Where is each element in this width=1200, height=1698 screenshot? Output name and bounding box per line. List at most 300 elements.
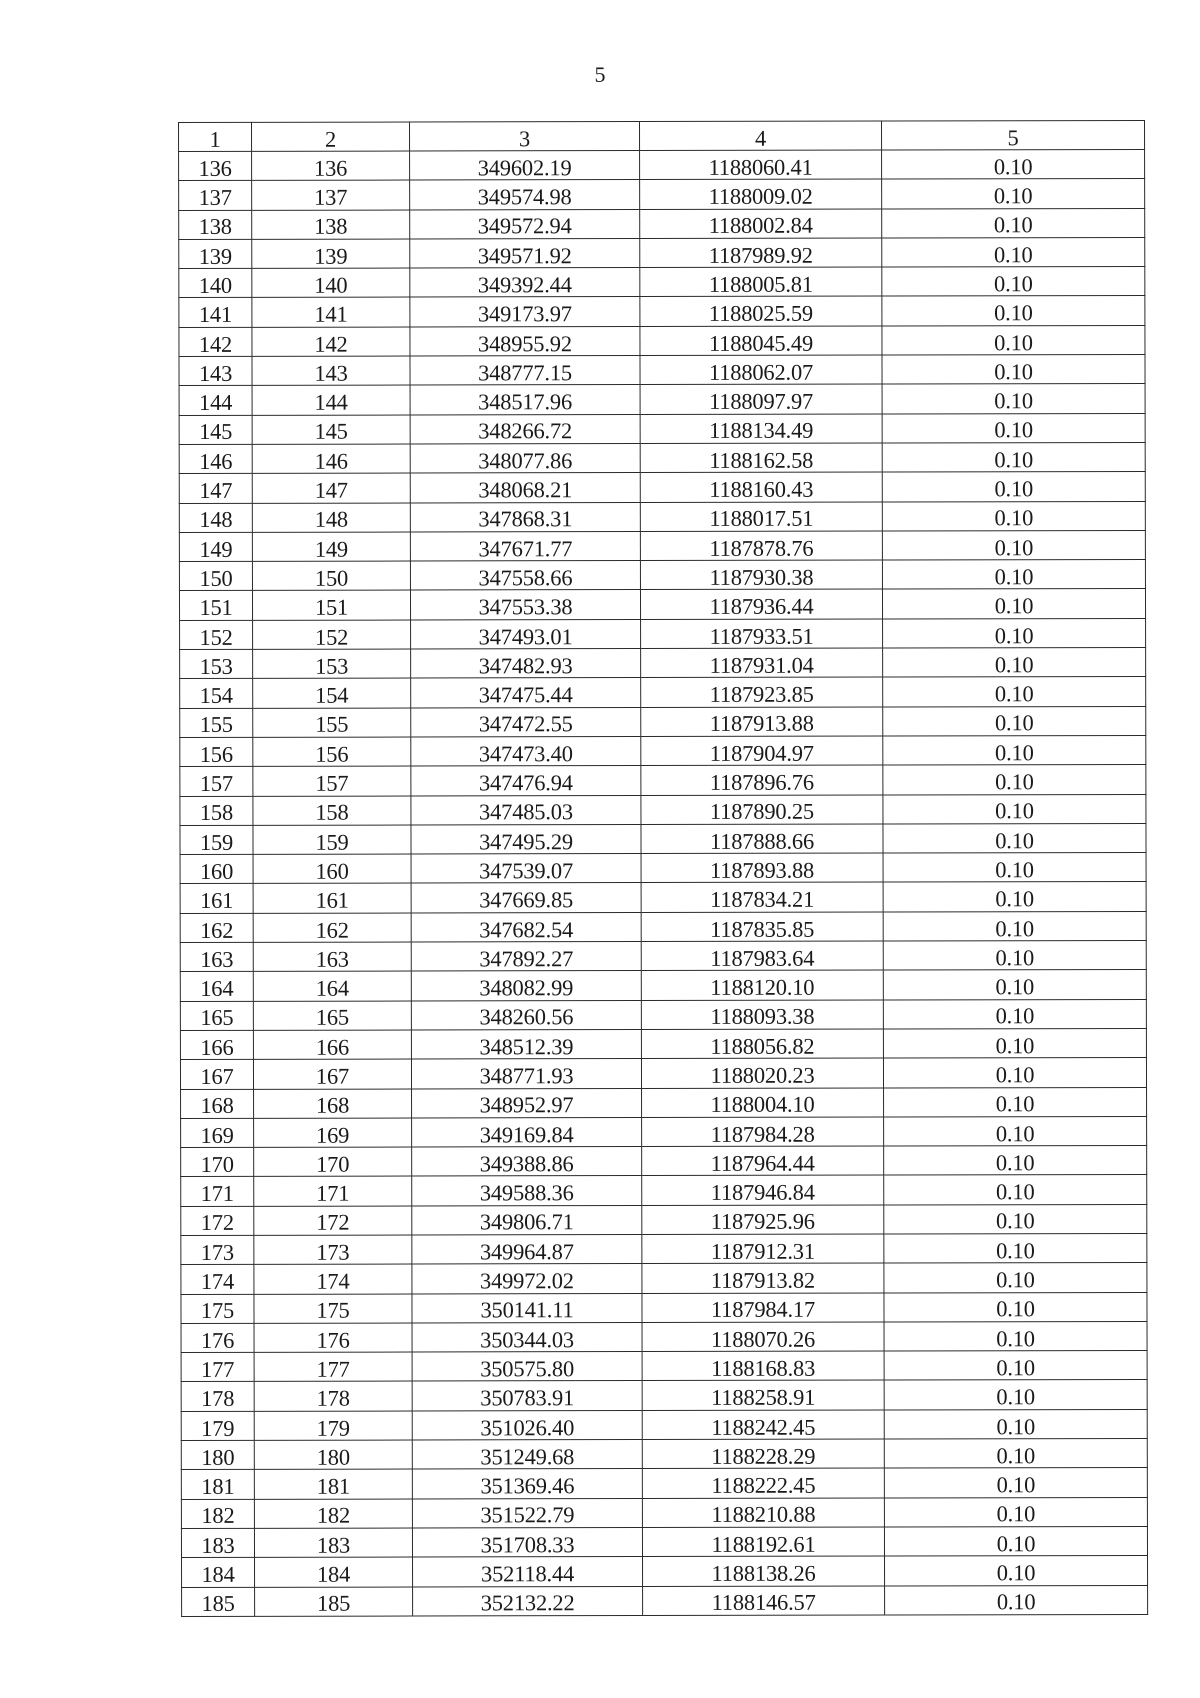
- point-number-cell: 143: [179, 356, 252, 385]
- table-row: [181, 1380, 1147, 1411]
- column-header: 2: [252, 122, 410, 151]
- tolerance-cell: 0.10: [884, 1439, 1147, 1469]
- point-number-cell: 158: [180, 796, 253, 825]
- tolerance-cell: 0.10: [882, 560, 1145, 590]
- x-coordinate-cell: 348512.39: [411, 1029, 641, 1059]
- point-id-cell: 140: [252, 268, 410, 298]
- point-id-cell: 180: [254, 1440, 412, 1470]
- y-coordinate-cell: 1188258.91: [642, 1380, 884, 1410]
- point-number-cell: 169: [181, 1118, 254, 1147]
- page-number: 5: [594, 62, 606, 87]
- x-coordinate-cell: 349588.36: [412, 1176, 642, 1206]
- x-coordinate-cell: 347892.27: [411, 942, 641, 972]
- point-id-cell: 154: [253, 678, 411, 708]
- point-id-cell: 175: [254, 1294, 412, 1324]
- x-coordinate-cell: 352132.22: [413, 1586, 643, 1616]
- y-coordinate-cell: 1187834.21: [641, 882, 883, 912]
- tolerance-cell: 0.10: [883, 677, 1146, 707]
- point-number-cell: 182: [181, 1499, 254, 1528]
- point-number-cell: 180: [181, 1440, 254, 1469]
- table-row: [180, 794, 1146, 825]
- point-id-cell: 165: [253, 1001, 411, 1031]
- table-row: [181, 1497, 1147, 1528]
- x-coordinate-cell: 349602.19: [410, 151, 640, 181]
- y-coordinate-cell: 1188045.49: [640, 326, 882, 356]
- x-coordinate-cell: 347493.01: [411, 619, 641, 649]
- x-coordinate-cell: 349571.92: [410, 238, 640, 268]
- point-number-cell: 149: [179, 532, 252, 561]
- y-coordinate-cell: 1187904.97: [641, 736, 883, 766]
- tolerance-cell: 0.10: [884, 1468, 1147, 1498]
- tolerance-cell: 0.10: [885, 1556, 1148, 1586]
- point-id-cell: 159: [253, 825, 411, 855]
- point-number-cell: 152: [180, 620, 253, 649]
- column-header: 5: [881, 120, 1144, 150]
- y-coordinate-cell: 1188210.88: [642, 1498, 884, 1528]
- tolerance-cell: 0.10: [883, 911, 1146, 941]
- x-coordinate-cell: 347558.66: [410, 561, 640, 591]
- table-row: [180, 618, 1146, 649]
- y-coordinate-cell: 1188004.10: [642, 1088, 884, 1118]
- point-number-cell: 176: [181, 1323, 254, 1352]
- point-id-cell: 156: [253, 737, 411, 767]
- y-coordinate-cell: 1187946.84: [642, 1175, 884, 1205]
- tolerance-cell: 0.10: [884, 1175, 1147, 1205]
- point-id-cell: 155: [253, 708, 411, 738]
- table-row: [180, 999, 1146, 1030]
- y-coordinate-cell: 1188242.45: [642, 1410, 884, 1440]
- point-id-cell: 136: [252, 151, 410, 181]
- x-coordinate-cell: 348952.97: [412, 1088, 642, 1118]
- point-number-cell: 156: [180, 737, 253, 766]
- column-header: 3: [410, 122, 640, 151]
- point-id-cell: 171: [254, 1176, 412, 1206]
- point-id-cell: 151: [252, 590, 410, 620]
- x-coordinate-cell: 347553.38: [410, 590, 640, 620]
- point-number-cell: 138: [179, 210, 252, 239]
- table-row: [181, 1409, 1147, 1440]
- table-row: [179, 296, 1145, 327]
- y-coordinate-cell: 1187896.76: [641, 765, 883, 795]
- table-row: [182, 1585, 1148, 1616]
- point-number-cell: 163: [180, 942, 253, 971]
- x-coordinate-cell: 349806.71: [412, 1205, 642, 1235]
- point-id-cell: 158: [253, 796, 411, 826]
- point-id-cell: 172: [254, 1206, 412, 1236]
- tolerance-cell: 0.10: [882, 413, 1145, 443]
- y-coordinate-cell: 1188056.82: [641, 1029, 883, 1059]
- table-row: [180, 823, 1146, 854]
- point-number-cell: 177: [181, 1353, 254, 1382]
- point-number-cell: 162: [180, 913, 253, 942]
- point-id-cell: 176: [254, 1323, 412, 1353]
- x-coordinate-cell: 347485.03: [411, 795, 641, 825]
- x-coordinate-cell: 348082.99: [411, 971, 641, 1001]
- table-row: [180, 911, 1146, 942]
- point-number-cell: 151: [179, 591, 252, 620]
- table-row: [181, 1468, 1147, 1499]
- x-coordinate-cell: 347669.85: [411, 883, 641, 913]
- point-number-cell: 170: [181, 1147, 254, 1176]
- table-row: [181, 1263, 1147, 1294]
- table-row: [181, 1204, 1147, 1235]
- y-coordinate-cell: 1187913.88: [641, 707, 883, 737]
- point-id-cell: 179: [254, 1411, 412, 1441]
- y-coordinate-cell: 1188222.45: [642, 1468, 884, 1498]
- point-id-cell: 183: [254, 1528, 412, 1558]
- point-id-cell: 170: [254, 1147, 412, 1177]
- x-coordinate-cell: 351249.68: [412, 1440, 642, 1470]
- x-coordinate-cell: 350344.03: [412, 1322, 642, 1352]
- point-number-cell: 184: [182, 1558, 255, 1587]
- table-row: [181, 1321, 1147, 1352]
- point-id-cell: 177: [254, 1352, 412, 1382]
- table-row: [180, 706, 1146, 737]
- point-number-cell: 153: [180, 649, 253, 678]
- y-coordinate-cell: 1187983.64: [641, 941, 883, 971]
- point-number-cell: 146: [179, 444, 252, 473]
- tolerance-cell: 0.10: [884, 1526, 1147, 1556]
- tolerance-cell: 0.10: [883, 1028, 1146, 1058]
- point-id-cell: 150: [252, 561, 410, 591]
- point-id-cell: 153: [253, 649, 411, 679]
- x-coordinate-cell: 348077.86: [410, 444, 640, 474]
- y-coordinate-cell: 1188060.41: [640, 150, 882, 180]
- table-row: [181, 1116, 1147, 1147]
- point-number-cell: 175: [181, 1294, 254, 1323]
- tolerance-cell: 0.10: [884, 1263, 1147, 1293]
- table-header: [179, 120, 1145, 151]
- point-number-cell: 159: [180, 825, 253, 854]
- table-row: [179, 530, 1145, 561]
- point-id-cell: 147: [252, 473, 410, 503]
- y-coordinate-cell: 1187893.88: [641, 853, 883, 883]
- table-row: [180, 970, 1146, 1001]
- table-row: [179, 589, 1145, 620]
- tolerance-cell: 0.10: [883, 648, 1146, 678]
- column-header: 4: [640, 121, 882, 151]
- point-number-cell: 178: [181, 1382, 254, 1411]
- y-coordinate-cell: 1187936.44: [640, 589, 882, 619]
- y-coordinate-cell: 1188070.26: [642, 1322, 884, 1352]
- y-coordinate-cell: 1188093.38: [641, 1000, 883, 1030]
- tolerance-cell: 0.10: [882, 237, 1145, 267]
- point-number-cell: 173: [181, 1235, 254, 1264]
- point-number-cell: 168: [181, 1089, 254, 1118]
- tolerance-cell: 0.10: [884, 1204, 1147, 1234]
- tolerance-cell: 0.10: [884, 1351, 1147, 1381]
- point-id-cell: 148: [252, 503, 410, 533]
- tolerance-cell: 0.10: [882, 296, 1145, 326]
- point-id-cell: 184: [255, 1557, 413, 1587]
- table-row: [181, 1526, 1147, 1557]
- point-number-cell: 171: [181, 1177, 254, 1206]
- x-coordinate-cell: 347473.40: [411, 736, 641, 766]
- table-row: [180, 1058, 1146, 1089]
- tolerance-cell: 0.10: [882, 589, 1145, 619]
- tolerance-cell: 0.10: [882, 149, 1145, 179]
- table-row: [179, 384, 1145, 415]
- y-coordinate-cell: 1187931.04: [641, 648, 883, 678]
- point-id-cell: 160: [253, 854, 411, 884]
- point-number-cell: 161: [180, 884, 253, 913]
- tolerance-cell: 0.10: [884, 1233, 1147, 1263]
- x-coordinate-cell: 349169.84: [412, 1117, 642, 1147]
- table-row: [180, 853, 1146, 884]
- table-row: [181, 1351, 1147, 1382]
- point-id-cell: 138: [252, 210, 410, 240]
- point-id-cell: 141: [252, 297, 410, 327]
- x-coordinate-cell: 351522.79: [412, 1498, 642, 1528]
- point-number-cell: 150: [179, 562, 252, 591]
- y-coordinate-cell: 1188097.97: [640, 384, 882, 414]
- point-number-cell: 167: [180, 1060, 253, 1089]
- tolerance-cell: 0.10: [882, 267, 1145, 297]
- y-coordinate-cell: 1187930.38: [640, 560, 882, 590]
- point-id-cell: 142: [252, 327, 410, 357]
- y-coordinate-cell: 1188160.43: [640, 472, 882, 502]
- x-coordinate-cell: 347671.77: [410, 531, 640, 561]
- y-coordinate-cell: 1188005.81: [640, 267, 882, 297]
- tolerance-cell: 0.10: [883, 1058, 1146, 1088]
- point-number-cell: 147: [179, 474, 252, 503]
- tolerance-cell: 0.10: [882, 208, 1145, 238]
- y-coordinate-cell: 1187912.31: [642, 1234, 884, 1264]
- tolerance-cell: 0.10: [882, 325, 1145, 355]
- point-id-cell: 162: [253, 913, 411, 943]
- point-number-cell: 164: [180, 972, 253, 1001]
- point-number-cell: 181: [181, 1470, 254, 1499]
- point-number-cell: 179: [181, 1411, 254, 1440]
- tolerance-cell: 0.10: [882, 501, 1145, 531]
- table-row: [180, 765, 1146, 796]
- y-coordinate-cell: 1187925.96: [642, 1205, 884, 1235]
- tolerance-cell: 0.10: [882, 355, 1145, 385]
- y-coordinate-cell: 1188146.57: [643, 1586, 885, 1616]
- point-number-cell: 154: [180, 679, 253, 708]
- point-number-cell: 145: [179, 415, 252, 444]
- y-coordinate-cell: 1188009.02: [640, 179, 882, 209]
- x-coordinate-cell: 348955.92: [410, 326, 640, 356]
- table-row: [179, 472, 1145, 503]
- tolerance-cell: 0.10: [884, 1292, 1147, 1322]
- table-row: [181, 1292, 1147, 1323]
- tolerance-cell: 0.10: [883, 823, 1146, 853]
- tolerance-cell: 0.10: [882, 530, 1145, 560]
- table-row: [179, 325, 1145, 356]
- table-body: [179, 149, 1148, 1616]
- point-number-cell: 157: [180, 767, 253, 796]
- point-number-cell: 160: [180, 854, 253, 883]
- x-coordinate-cell: 347476.94: [411, 766, 641, 796]
- x-coordinate-cell: 350783.91: [412, 1381, 642, 1411]
- table-row: [181, 1175, 1147, 1206]
- y-coordinate-cell: 1187890.25: [641, 795, 883, 825]
- x-coordinate-cell: 352118.44: [413, 1557, 643, 1587]
- y-coordinate-cell: 1187964.44: [642, 1146, 884, 1176]
- tolerance-cell: 0.10: [883, 940, 1146, 970]
- x-coordinate-cell: 347472.55: [411, 707, 641, 737]
- x-coordinate-cell: 349574.98: [410, 180, 640, 210]
- point-id-cell: 137: [252, 180, 410, 210]
- tolerance-cell: 0.10: [883, 853, 1146, 883]
- tolerance-cell: 0.10: [882, 472, 1145, 502]
- y-coordinate-cell: 1188062.07: [640, 355, 882, 385]
- table-row: [180, 735, 1146, 766]
- x-coordinate-cell: 347682.54: [411, 912, 641, 942]
- x-coordinate-cell: 349173.97: [410, 297, 640, 327]
- x-coordinate-cell: 348266.72: [410, 414, 640, 444]
- x-coordinate-cell: 348260.56: [411, 1000, 641, 1030]
- tolerance-cell: 0.10: [884, 1497, 1147, 1527]
- point-number-cell: 139: [179, 239, 252, 268]
- table-row: [180, 648, 1146, 679]
- table-row: [181, 1146, 1147, 1177]
- point-id-cell: 144: [252, 385, 410, 415]
- y-coordinate-cell: 1187984.28: [642, 1117, 884, 1147]
- tolerance-cell: 0.10: [883, 794, 1146, 824]
- x-coordinate-cell: 347539.07: [411, 854, 641, 884]
- y-coordinate-cell: 1187933.51: [641, 619, 883, 649]
- point-number-cell: 172: [181, 1206, 254, 1235]
- x-coordinate-cell: 348068.21: [410, 473, 640, 503]
- point-number-cell: 136: [179, 151, 252, 180]
- table-row: [180, 677, 1146, 708]
- point-id-cell: 182: [254, 1499, 412, 1529]
- table-row: [179, 355, 1145, 386]
- x-coordinate-cell: 351369.46: [412, 1469, 642, 1499]
- tolerance-cell: 0.10: [885, 1585, 1148, 1615]
- tolerance-cell: 0.10: [882, 442, 1145, 472]
- tolerance-cell: 0.10: [883, 735, 1146, 765]
- y-coordinate-cell: 1188228.29: [642, 1439, 884, 1469]
- tolerance-cell: 0.10: [883, 999, 1146, 1029]
- tolerance-cell: 0.10: [883, 618, 1146, 648]
- point-id-cell: 169: [254, 1118, 412, 1148]
- table-row: [180, 940, 1146, 971]
- y-coordinate-cell: 1188002.84: [640, 209, 882, 239]
- y-coordinate-cell: 1188134.49: [640, 414, 882, 444]
- x-coordinate-cell: 351708.33: [412, 1527, 642, 1557]
- point-id-cell: 161: [253, 883, 411, 913]
- x-coordinate-cell: 349388.86: [412, 1147, 642, 1177]
- point-id-cell: 168: [254, 1089, 412, 1119]
- y-coordinate-cell: 1187878.76: [640, 531, 882, 561]
- point-id-cell: 152: [253, 620, 411, 650]
- column-header: 1: [179, 122, 252, 151]
- tolerance-cell: 0.10: [884, 1087, 1147, 1117]
- table-row: [180, 1028, 1146, 1059]
- header-row: [179, 120, 1145, 151]
- tolerance-cell: 0.10: [882, 384, 1145, 414]
- table-row: [179, 237, 1145, 268]
- point-id-cell: 157: [253, 766, 411, 796]
- tolerance-cell: 0.10: [883, 765, 1146, 795]
- table-row: [179, 442, 1145, 473]
- y-coordinate-cell: 1188020.23: [641, 1058, 883, 1088]
- table-row: [180, 882, 1146, 913]
- point-id-cell: 149: [252, 532, 410, 562]
- point-number-cell: 174: [181, 1265, 254, 1294]
- x-coordinate-cell: 349972.02: [412, 1264, 642, 1294]
- x-coordinate-cell: 348771.93: [411, 1059, 641, 1089]
- point-number-cell: 137: [179, 181, 252, 210]
- point-number-cell: 140: [179, 269, 252, 298]
- table-row: [179, 149, 1145, 180]
- y-coordinate-cell: 1187913.82: [642, 1263, 884, 1293]
- point-id-cell: 167: [253, 1059, 411, 1089]
- y-coordinate-cell: 1187835.85: [641, 912, 883, 942]
- point-id-cell: 174: [254, 1264, 412, 1294]
- x-coordinate-cell: 349572.94: [410, 209, 640, 239]
- x-coordinate-cell: 347482.93: [411, 649, 641, 679]
- table-row: [179, 179, 1145, 210]
- point-number-cell: 141: [179, 298, 252, 327]
- point-number-cell: 165: [180, 1001, 253, 1030]
- point-number-cell: 142: [179, 327, 252, 356]
- tolerance-cell: 0.10: [883, 970, 1146, 1000]
- x-coordinate-cell: 347868.31: [410, 502, 640, 532]
- point-id-cell: 164: [253, 971, 411, 1001]
- point-id-cell: 163: [253, 942, 411, 972]
- x-coordinate-cell: 349392.44: [410, 268, 640, 298]
- y-coordinate-cell: 1188120.10: [641, 970, 883, 1000]
- point-number-cell: 183: [181, 1528, 254, 1557]
- point-id-cell: 145: [252, 415, 410, 445]
- y-coordinate-cell: 1188025.59: [640, 297, 882, 327]
- table-row: [182, 1556, 1148, 1587]
- point-number-cell: 155: [180, 708, 253, 737]
- y-coordinate-cell: 1187989.92: [640, 238, 882, 268]
- x-coordinate-cell: 349964.87: [412, 1235, 642, 1265]
- point-id-cell: 166: [253, 1030, 411, 1060]
- point-number-cell: 148: [179, 503, 252, 532]
- tolerance-cell: 0.10: [883, 706, 1146, 736]
- point-id-cell: 146: [252, 444, 410, 474]
- point-id-cell: 143: [252, 356, 410, 386]
- table-row: [179, 413, 1145, 444]
- table-row: [181, 1087, 1147, 1118]
- point-id-cell: 178: [254, 1381, 412, 1411]
- x-coordinate-cell: 348777.15: [410, 356, 640, 386]
- y-coordinate-cell: 1188192.61: [642, 1527, 884, 1557]
- table-row: [179, 560, 1145, 591]
- x-coordinate-cell: 350575.80: [412, 1352, 642, 1382]
- point-number-cell: 185: [182, 1587, 255, 1616]
- tolerance-cell: 0.10: [884, 1380, 1147, 1410]
- point-number-cell: 166: [180, 1030, 253, 1059]
- tolerance-cell: 0.10: [884, 1321, 1147, 1351]
- y-coordinate-cell: 1188168.83: [642, 1351, 884, 1381]
- y-coordinate-cell: 1187888.66: [641, 824, 883, 854]
- point-id-cell: 173: [254, 1235, 412, 1265]
- table-row: [181, 1439, 1147, 1470]
- y-coordinate-cell: 1188138.26: [643, 1556, 885, 1586]
- y-coordinate-cell: 1188162.58: [640, 443, 882, 473]
- coordinates-table: [178, 120, 1148, 1617]
- table-row: [179, 501, 1145, 532]
- y-coordinate-cell: 1187984.17: [642, 1293, 884, 1323]
- x-coordinate-cell: 347495.29: [411, 824, 641, 854]
- x-coordinate-cell: 350141.11: [412, 1293, 642, 1323]
- y-coordinate-cell: 1187923.85: [641, 677, 883, 707]
- point-number-cell: 144: [179, 386, 252, 415]
- point-id-cell: 181: [254, 1469, 412, 1499]
- tolerance-cell: 0.10: [884, 1409, 1147, 1439]
- x-coordinate-cell: 347475.44: [411, 678, 641, 708]
- table-row: [179, 267, 1145, 298]
- tolerance-cell: 0.10: [883, 882, 1146, 912]
